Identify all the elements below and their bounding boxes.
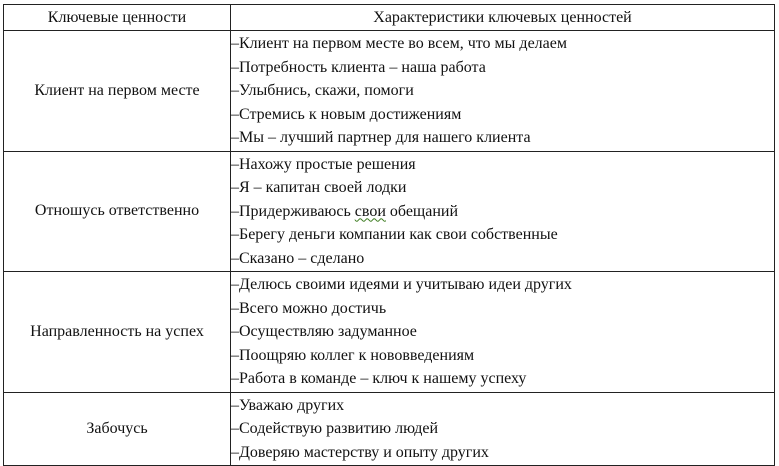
list-item: –Стремись к новым достижениям — [231, 105, 462, 123]
header-values: Ключевые ценности — [4, 5, 231, 31]
value-cell: Отношусь ответственно — [4, 151, 231, 272]
list-item: –Сказано – сделано — [231, 249, 365, 267]
characteristics-cell — [231, 31, 775, 152]
list-item: –Мы – лучший партнер для нашего клиента — [231, 129, 531, 146]
characteristics-cell — [231, 392, 775, 466]
list-item: –Придерживаюсь свои обещаний — [231, 202, 459, 220]
table-row — [4, 31, 775, 152]
header-row — [4, 5, 775, 31]
list-item: –Уважаю других — [231, 396, 345, 414]
characteristics-list — [231, 31, 774, 151]
list-item: –Я – капитан своей лодки — [231, 179, 407, 196]
characteristics-list — [231, 152, 774, 272]
spellcheck-underline: свои — [354, 202, 386, 220]
value-cell: Забочусь — [4, 392, 231, 466]
list-item: –Берегу деньги компании как свои собственные — [231, 226, 558, 243]
list-item: –Потребность клиента – наша работа — [231, 58, 486, 76]
characteristics-cell — [231, 151, 775, 272]
list-item: –Осуществляю задуманное — [231, 323, 417, 340]
table-row — [4, 392, 775, 466]
characteristics-list — [231, 393, 774, 466]
list-item: –Нахожу простые решения — [231, 155, 416, 173]
list-item: –Поощряю коллег к нововведениям — [231, 346, 475, 364]
list-item: –Доверяю мастерству и опыту других — [231, 443, 489, 461]
table-row — [4, 272, 775, 393]
table-row — [4, 151, 775, 272]
characteristics-list — [231, 272, 774, 392]
list-item: –Содействую развитию людей — [231, 420, 439, 437]
header-characteristics: Характеристики ключевых ценностей — [231, 5, 775, 31]
list-item: –Клиент на первом месте во всем, что мы делаем — [231, 35, 567, 52]
value-cell: Клиент на первом месте — [4, 31, 231, 152]
list-item: –Работа в команде – ключ к нашему успеху — [231, 370, 527, 387]
list-item: –Улыбнись, скажи, помоги — [231, 82, 414, 99]
value-cell: Направленность на успех — [4, 272, 231, 393]
list-item: –Всего можно достичь — [231, 299, 387, 317]
characteristics-cell — [231, 272, 775, 393]
key-values-table — [3, 4, 775, 466]
list-item: –Делюсь своими идеями и учитываю идеи других — [231, 276, 572, 293]
